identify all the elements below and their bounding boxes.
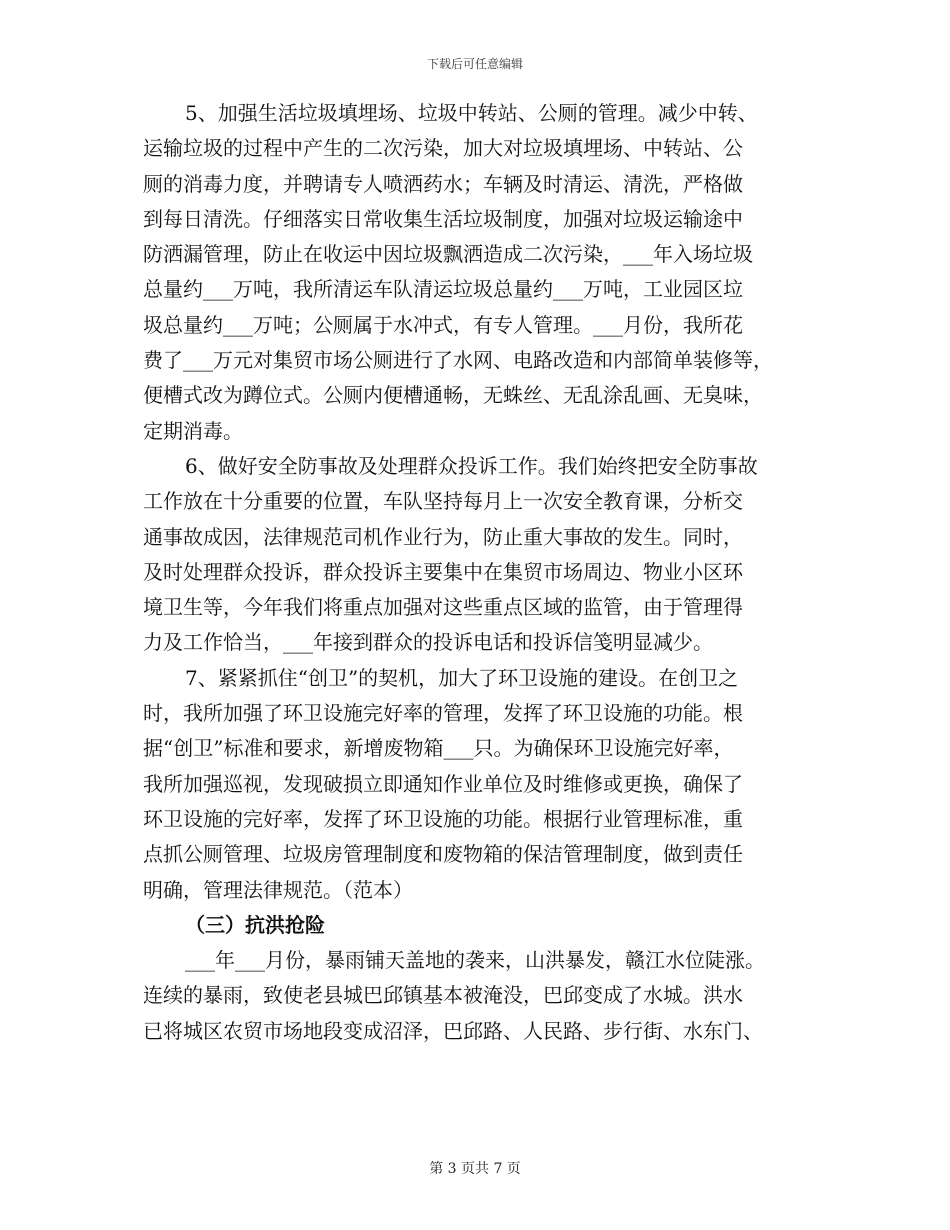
text-line: 到每日清洗。仔细落实日常收集生活垃圾制度，加强对垃圾运输途中 [143, 206, 743, 231]
text-line: 总量约___万吨，我所清运车队清运垃圾总量约___万吨，工业园区垃 [143, 277, 743, 302]
text-line: 环卫设施的完好率，发挥了环卫设施的功能。根据行业管理标准，重 [143, 806, 743, 831]
text-line: 防洒漏管理，防止在收运中因垃圾飘洒造成二次污染，___年入场垃圾 [143, 242, 753, 267]
text-line: 厕的消毒力度，并聘请专人喷洒药水；车辆及时清运、清洗，严格做 [143, 171, 743, 196]
text-line: 据“创卫”标准和要求，新增废物箱___只。为确保环卫设施完好率， [143, 736, 734, 761]
text-line: 便槽式改为蹲位式。公厕内便槽通畅，无蛛丝、无乱涂乱画、无臭味， [143, 383, 763, 408]
text-line: 通事故成因，法律规范司机作业行为，防止重大事故的发生。同时， [143, 524, 743, 549]
page-footer: 第 3 页共 7 页 [429, 1161, 521, 1177]
text-line: 我所加强巡视，发现破损立即通知作业单位及时维修或更换，确保了 [143, 771, 743, 796]
text-line: 连续的暴雨，致使老县城巴邱镇基本被淹没，巴邱变成了水城。洪水 [143, 983, 743, 1008]
text-line: 明确，管理法律规范。（范本） [143, 877, 413, 902]
text-line: 定期消毒。 [143, 418, 243, 443]
text-line: 运输垃圾的过程中产生的二次污染，加大对垃圾填埋场、中转站、公 [143, 136, 743, 161]
text-line: 时，我所加强了环卫设施完好率的管理，发挥了环卫设施的功能。根 [143, 701, 743, 726]
document-body [143, 96, 813, 1049]
text-line: 7、紧紧抓住“创卫”的契机，加大了环卫设施的建设。在创卫之 [185, 665, 739, 690]
text-line: ___年___月份，暴雨铺天盖地的袭来，山洪暴发，赣江水位陡涨。 [185, 948, 765, 973]
text-line: 点抓公厕管理、垃圾房管理制度和废物箱的保洁管理制度，做到责任 [143, 842, 743, 867]
text-line: 6、做好安全防事故及处理群众投诉工作。我们始终把安全防事故 [185, 453, 758, 478]
text-line: 及时处理群众投诉，群众投诉主要集中在集贸市场周边、物业小区环 [143, 559, 743, 584]
text-line: 5、加强生活垃圾填埋场、垃圾中转站、公厕的管理。减少中转、 [185, 101, 758, 125]
text-line: 已将城区农贸市场地段变成沼泽，巴邱路、人民路、步行街、水东门、 [143, 1018, 763, 1043]
text-line: 力及工作恰当，___年接到群众的投诉电话和投诉信笺明显减少。 [143, 630, 713, 655]
text-line: 费了___万元对集贸市场公厕进行了水网、电路改造和内部简单装修等， [143, 348, 773, 373]
section-heading: （三）抗洪抢险 [185, 912, 325, 937]
text-line: 境卫生等，今年我们将重点加强对这些重点区域的监管，由于管理得 [143, 595, 743, 620]
text-line: 工作放在十分重要的位置，车队坚持每月上一次安全教育课，分析交 [143, 489, 743, 514]
page-header: 下载后可任意编辑 [426, 57, 523, 71]
text-line: 圾总量约___万吨；公厕属于水冲式，有专人管理。___月份，我所花 [143, 312, 743, 337]
